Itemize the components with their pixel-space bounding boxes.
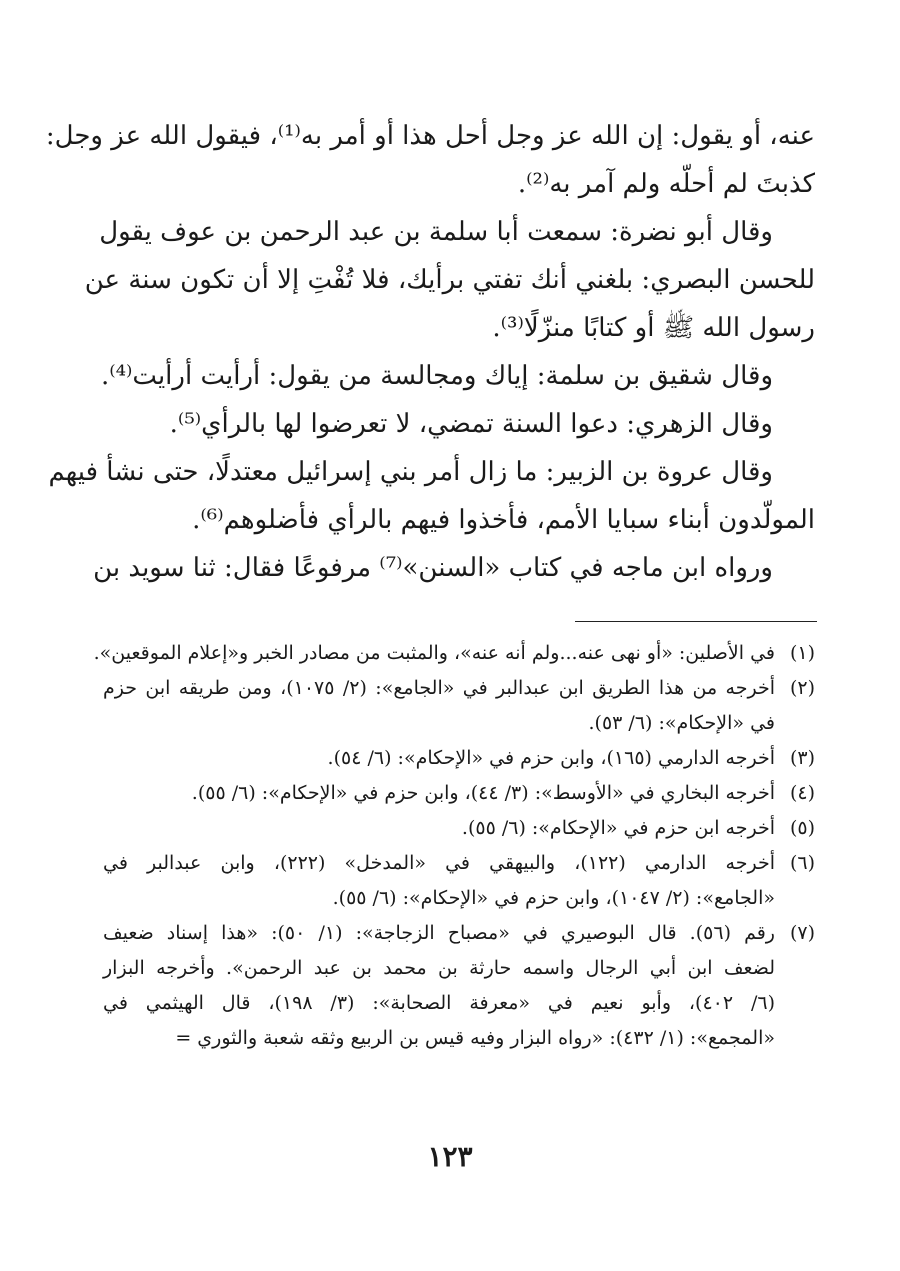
footnote: [103, 846, 815, 916]
main-line: وقال أبو نضرة: سمعت أبا سلمة بن عبد الرحمن بن عوف يقول: [99, 217, 773, 247]
footnote-line: أخرجه الدارمي (١٢٢)، والبيهقي في «المدخل» (٢٢٢)، وابن عبدالبر في: [103, 852, 775, 874]
main-line: عنه، أو يقول: إن الله عز وجل أحل هذا أو أمر به⁽¹⁾، فيقول الله عز وجل:: [45, 121, 815, 151]
main-text: [45, 112, 815, 592]
footnote-separator: [575, 621, 817, 622]
main-line: كذبتَ لم أحلّه ولم آمر به⁽²⁾.: [517, 169, 815, 199]
footnote: [103, 776, 815, 811]
footnote-line: في «الإحكام»: (٦/ ٥٣).: [588, 712, 775, 734]
footnote-line: (٦/ ٤٠٢)، وأبو نعيم في «معرفة الصحابة»: (٣/ ١٩٨)، قال الهيثمي في: [103, 992, 775, 1014]
footnote: [103, 741, 815, 776]
footnote-line: رقم (٥٦). قال البوصيري في «مصباح الزجاجة»: (١/ ٥٠): «هذا إسناد ضعيف: [103, 922, 775, 944]
footnote: [103, 916, 815, 1056]
main-line: رسول الله ﷺ أو كتابًا منزّلًا⁽³⁾.: [492, 313, 815, 343]
footnote-number: (٤): [789, 782, 815, 804]
footnote-line: «الجامع»: (٢/ ١٠٤٧)، وابن حزم في «الإحكام»: (٦/ ٥٥).: [332, 887, 775, 909]
footnote-number: (٥): [789, 817, 815, 839]
main-line: وقال شقيق بن سلمة: إياك ومجالسة من يقول: أرأيت أرأيت⁽⁴⁾.: [100, 361, 773, 391]
main-line: وقال الزهري: دعوا السنة تمضي، لا تعرضوا لها بالرأي⁽⁵⁾.: [169, 409, 773, 439]
footnote-number: (١): [789, 642, 815, 664]
footnote-number: (٧): [789, 922, 815, 944]
footnote-number: (٦): [789, 852, 815, 874]
footnote-line: أخرجه ابن حزم في «الإحكام»: (٦/ ٥٥).: [461, 817, 775, 839]
footnote-line: «المجمع»: (١/ ٤٣٢): «رواه البزار وفيه قيس بن الربيع وثقه شعبة والثوري =: [175, 1027, 775, 1049]
main-line: للحسن البصري: بلغني أنك تفتي برأيك، فلا تُفْتِ إلا أن تكون سنة عن: [84, 265, 815, 295]
footnote-line: أخرجه من هذا الطريق ابن عبدالبر في «الجامع»: (٢/ ١٠٧٥)، ومن طريقه ابن حزم: [103, 677, 775, 699]
footnote-line: لضعف ابن أبي الرجال واسمه حارثة بن محمد بن عبد الرحمن». وأخرجه البزار: [103, 957, 775, 979]
footnote-line: أخرجه البخاري في «الأوسط»: (٣/ ٤٤)، وابن حزم في «الإحكام»: (٦/ ٥٥).: [191, 782, 775, 804]
footnote-line: في الأصلين: «أو نهى عنه...ولم أنه عنه»، والمثبت من مصادر الخبر و«إعلام الموقعين».: [93, 642, 775, 664]
footnote: [103, 671, 815, 741]
page-number: ١٢٣: [427, 1140, 473, 1173]
footnotes: [93, 636, 815, 1056]
footnote: [103, 811, 815, 846]
footnote-line: أخرجه الدارمي (١٦٥)، وابن حزم في «الإحكام»: (٦/ ٥٤).: [327, 747, 775, 769]
footnote-number: (٣): [789, 747, 815, 769]
footnote-number: (٢): [789, 677, 815, 699]
main-line: المولّدون أبناء سبايا الأمم، فأخذوا فيهم بالرأي فأضلوهم⁽⁶⁾.: [192, 505, 815, 535]
footnote: [93, 636, 815, 671]
main-line: ورواه ابن ماجه في كتاب «السنن»⁽⁷⁾ مرفوعًا فقال: ثنا سويد بن: [93, 553, 773, 583]
main-line: وقال عروة بن الزبير: ما زال أمر بني إسرائيل معتدلًا، حتى نشأ فيهم: [48, 457, 773, 487]
